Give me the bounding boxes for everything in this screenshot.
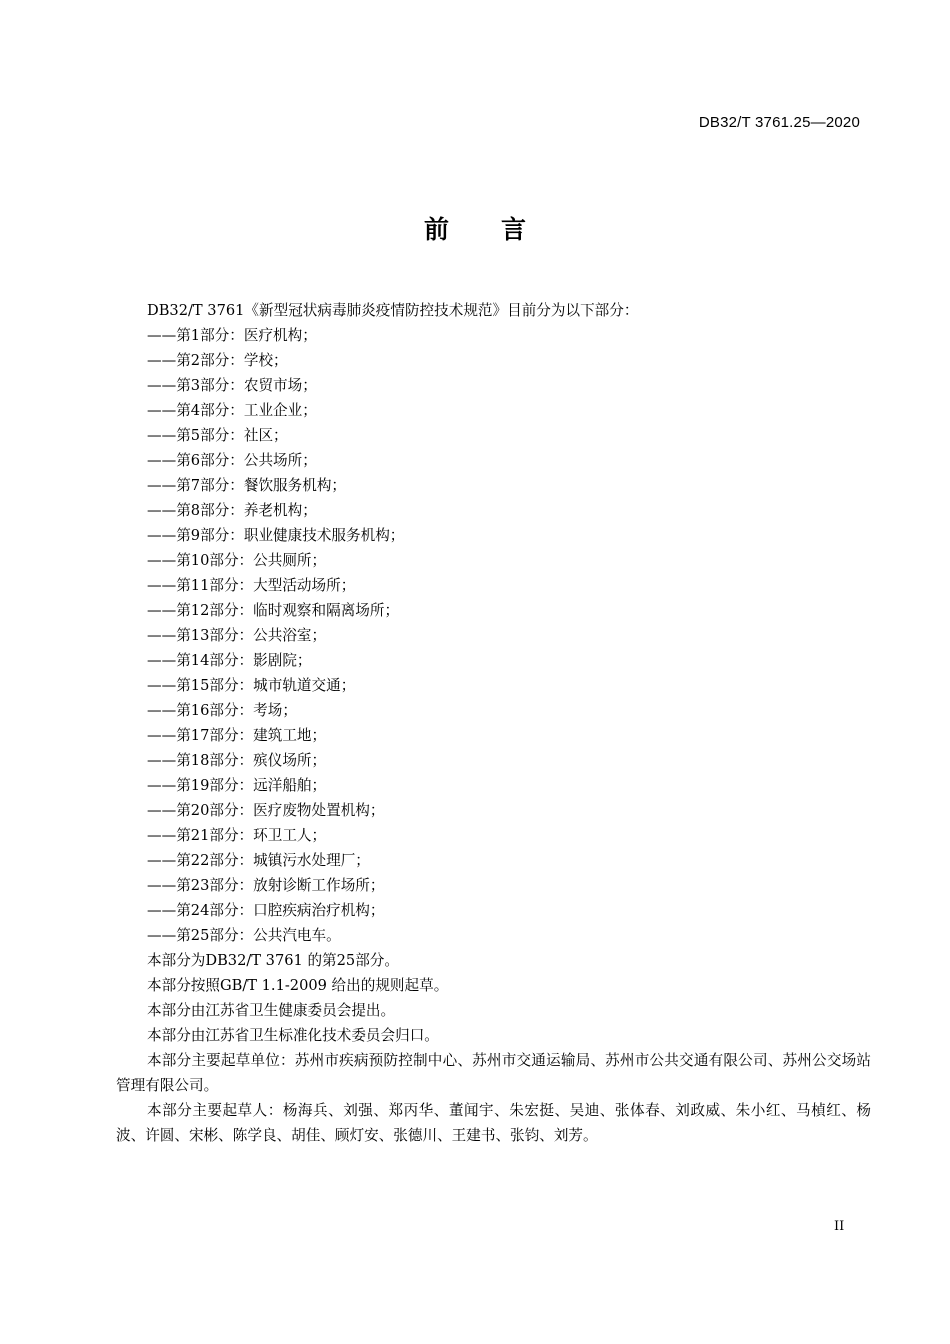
- list-item: ——第12部分：临时观察和隔离场所；: [147, 602, 400, 619]
- statement-paragraph: 本部分主要起草人：杨海兵、刘强、郑丙华、董闻宇、朱宏挺、吴迪、张体春、刘政威、朱小红、马楨红、杨波、许圆、宋彬、陈学良、胡佳、顾灯安、张德川、王建书、张钧、刘芳。: [116, 1102, 871, 1144]
- list-item: ——第17部分：建筑工地；: [147, 727, 327, 744]
- list-item: ——第15部分：城市轨道交通；: [147, 677, 356, 694]
- intro-paragraph: DB32/T 3761《新型冠状病毒肺炎疫情防控技术规范》目前分为以下部分：: [147, 302, 639, 319]
- statement-paragraph: 本部分由江苏省卫生标准化技术委员会归口。: [147, 1027, 439, 1044]
- list-item: ——第2部分：学校；: [147, 352, 288, 369]
- title-char-1: 前: [423, 215, 449, 244]
- list-item: ——第10部分：公共厕所；: [147, 552, 327, 569]
- document-body: [116, 298, 871, 1148]
- list-item: ——第6部分：公共场所；: [147, 452, 317, 469]
- list-item: ——第16部分：考场；: [147, 702, 297, 719]
- list-item: ——第22部分：城镇污水处理厂；: [147, 852, 370, 869]
- list-item: ——第25部分：公共汽电车。: [147, 927, 341, 944]
- list-item: ——第7部分：餐饮服务机构；: [147, 477, 347, 494]
- statement-paragraph: 本部分为DB32/T 3761 的第25部分。: [147, 952, 399, 969]
- statements: [116, 948, 871, 1148]
- parts-list: [116, 323, 871, 948]
- list-item: ——第1部分：医疗机构；: [147, 327, 317, 344]
- list-item: ——第9部分：职业健康技术服务机构；: [147, 527, 405, 544]
- list-item: ——第20部分：医疗废物处置机构；: [147, 802, 385, 819]
- list-item: ——第18部分：殡仪场所；: [147, 752, 327, 769]
- standard-code: DB32/T 3761.25—2020: [698, 114, 860, 131]
- list-item: ——第3部分：农贸市场；: [147, 377, 317, 394]
- list-item: ——第14部分：影剧院；: [147, 652, 312, 669]
- list-item: ——第21部分：环卫工人；: [147, 827, 327, 844]
- list-item: ——第11部分：大型活动场所；: [147, 577, 356, 594]
- list-item: ——第23部分：放射诊断工作场所；: [147, 877, 385, 894]
- list-item: ——第24部分：口腔疾病治疗机构；: [147, 902, 385, 919]
- title-char-2: 言: [501, 215, 527, 244]
- list-item: ——第13部分：公共浴室；: [147, 627, 327, 644]
- statement-paragraph: 本部分由江苏省卫生健康委员会提出。: [147, 1002, 396, 1019]
- page-title: [0, 210, 950, 246]
- list-item: ——第8部分：养老机构；: [147, 502, 317, 519]
- page-number: II: [834, 1219, 845, 1234]
- statement-paragraph: 本部分按照GB/T 1.1-2009 给出的规则起草。: [147, 977, 449, 994]
- list-item: ——第4部分：工业企业；: [147, 402, 317, 419]
- list-item: ——第19部分：远洋船舶；: [147, 777, 327, 794]
- list-item: ——第5部分：社区；: [147, 427, 288, 444]
- statement-paragraph: 本部分主要起草单位：苏州市疾病预防控制中心、苏州市交通运输局、苏州市公共交通有限公司、苏州公交场站管理有限公司。: [116, 1052, 871, 1094]
